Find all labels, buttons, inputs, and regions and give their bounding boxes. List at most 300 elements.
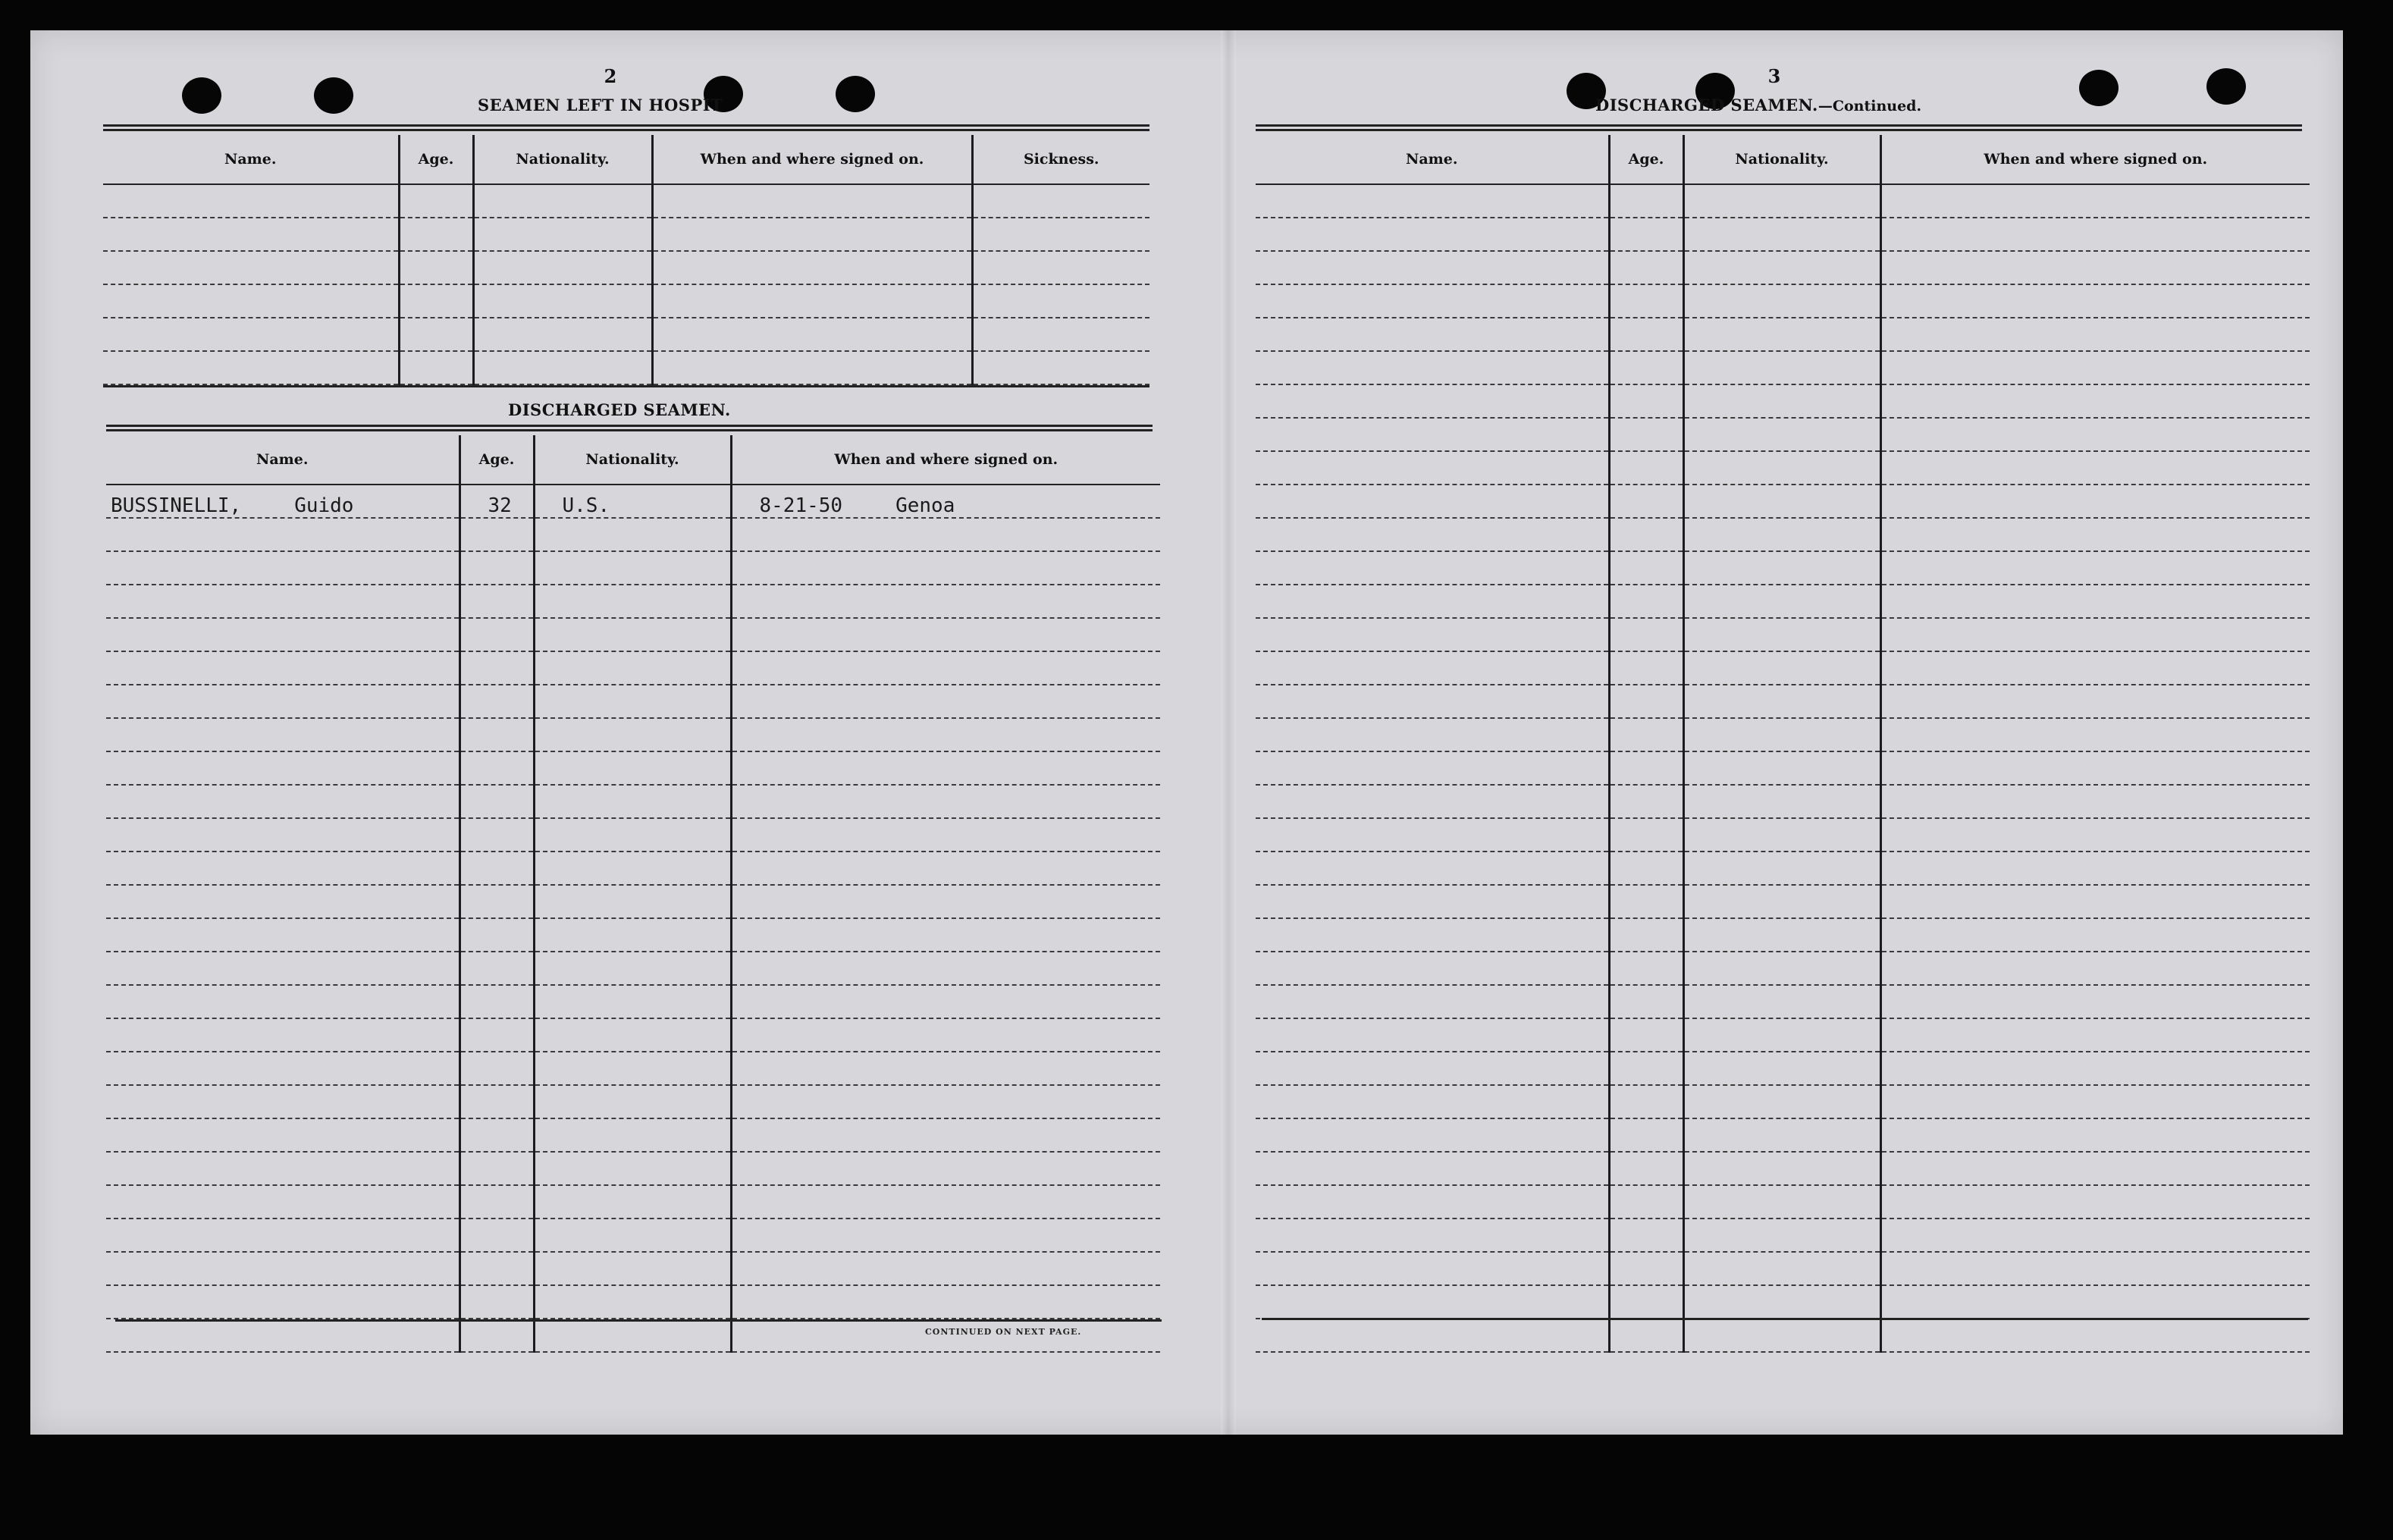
table-cell: [1880, 218, 2310, 251]
table-row: [106, 1185, 1160, 1219]
hospital-header-0: Name.: [103, 135, 399, 184]
table-cell: [106, 1152, 459, 1185]
table-cell: [1683, 918, 1880, 952]
table-cell: [1256, 952, 1609, 985]
table-row: [106, 685, 1160, 718]
table-cell: [459, 918, 534, 952]
table-cell: [972, 218, 1149, 251]
table-cell: [534, 685, 731, 718]
table-row: [1256, 751, 2310, 785]
right-section-title: [1595, 96, 1921, 114]
table-cell: [1683, 718, 1880, 751]
signed-on-date: 8-21-50: [759, 494, 843, 517]
table-cell: [1609, 618, 1683, 651]
table-cell: [106, 818, 459, 852]
hospital-table: [103, 135, 1149, 385]
table-cell: [1256, 1285, 1609, 1319]
table-cell: [1683, 1185, 1880, 1219]
table-cell: [1256, 1052, 1609, 1085]
table-cell: [1256, 1085, 1609, 1118]
table-cell: [731, 1118, 1160, 1152]
table-cell: [1683, 651, 1880, 685]
table-row: [106, 751, 1160, 785]
table-row: [1256, 318, 2310, 351]
table-cell: [1609, 1085, 1683, 1118]
table-cell: [1683, 418, 1880, 451]
table-cell: [459, 585, 534, 618]
table-cell: [1683, 1018, 1880, 1052]
table-row: [106, 885, 1160, 918]
table-cell: [399, 251, 473, 284]
table-row: [106, 1219, 1160, 1252]
table-cell: [459, 1118, 534, 1152]
table-row: [106, 585, 1160, 618]
table-row: [1256, 852, 2310, 885]
table-cell: [1609, 885, 1683, 918]
table-cell: [459, 785, 534, 818]
table-cell: [1683, 985, 1880, 1018]
table-row: [106, 551, 1160, 585]
table-cell: [731, 651, 1160, 685]
table-row: [1256, 952, 2310, 985]
table-row: [106, 1152, 1160, 1185]
table-cell: [1609, 952, 1683, 985]
table-cell: [1683, 852, 1880, 885]
table-cell: [1609, 284, 1683, 318]
table-cell: [1609, 585, 1683, 618]
seaman-age: 32: [488, 494, 512, 517]
continued-header-1: Age.: [1609, 135, 1683, 184]
table-cell: [1256, 585, 1609, 618]
table-cell: [1683, 1285, 1880, 1319]
table-cell: [473, 218, 652, 251]
hospital-header-1: Age.: [399, 135, 473, 184]
table-cell: [652, 218, 972, 251]
table-cell: [534, 1018, 731, 1052]
table-cell: [106, 485, 459, 518]
table-cell: [1880, 818, 2310, 852]
table-cell: [1880, 1185, 2310, 1219]
table-row: [106, 1085, 1160, 1118]
continued-header-0: Name.: [1256, 135, 1609, 184]
table-cell: [1683, 685, 1880, 718]
seaman-given-name: Guido: [294, 494, 354, 517]
table-row: [1256, 918, 2310, 952]
table-cell: [1609, 251, 1683, 284]
table-cell: [1256, 518, 1609, 551]
table-cell: [534, 885, 731, 918]
table-cell: [1256, 1219, 1609, 1252]
table-cell: [399, 218, 473, 251]
table-cell: [534, 651, 731, 685]
table-cell: [731, 1185, 1160, 1219]
table-cell: [1880, 1018, 2310, 1052]
table-cell: [1256, 618, 1609, 651]
table-row: [1256, 618, 2310, 651]
table-cell: [1256, 251, 1609, 284]
table-cell: [1609, 751, 1683, 785]
table-cell: [1609, 1052, 1683, 1085]
table-cell: [1880, 651, 2310, 685]
table-cell: [106, 1085, 459, 1118]
hospital-header-2: Nationality.: [473, 135, 652, 184]
table-cell: [1880, 1152, 2310, 1185]
table-cell: [1880, 918, 2310, 952]
table-cell: [1256, 1319, 1609, 1352]
table-cell: [652, 318, 972, 351]
table-row: [1256, 1085, 2310, 1118]
table-cell: [731, 1285, 1160, 1319]
table-row: [106, 985, 1160, 1018]
table-row: [1256, 585, 2310, 618]
table-row: [103, 351, 1149, 384]
table-cell: [731, 918, 1160, 952]
table-cell: [399, 184, 473, 218]
table-cell: [534, 1052, 731, 1085]
table-cell: [1683, 1152, 1880, 1185]
table-cell: [459, 818, 534, 852]
table-cell: [1683, 518, 1880, 551]
table-cell: [1880, 785, 2310, 818]
table-row: [1256, 885, 2310, 918]
table-cell: [1880, 1285, 2310, 1319]
table-cell: [652, 351, 972, 384]
table-cell: [534, 585, 731, 618]
table-cell: [731, 618, 1160, 651]
table-row: [106, 485, 1160, 518]
table-cell: [473, 318, 652, 351]
table-row: [1256, 451, 2310, 485]
table-cell: [534, 1152, 731, 1185]
table-cell: [1609, 451, 1683, 485]
table-cell: [103, 251, 399, 284]
table-cell: [1683, 1252, 1880, 1285]
table-row: [103, 251, 1149, 284]
table-cell: [1880, 551, 2310, 585]
table-cell: [1609, 1118, 1683, 1152]
table-row: [1256, 1252, 2310, 1285]
table-cell: [731, 751, 1160, 785]
table-row: [1256, 985, 2310, 1018]
table-cell: [106, 1052, 459, 1085]
table-cell: [106, 1118, 459, 1152]
table-cell: [1880, 284, 2310, 318]
table-cell: [473, 284, 652, 318]
document-scan: [30, 30, 2343, 1435]
table-cell: [1880, 451, 2310, 485]
table-cell: [1683, 1085, 1880, 1118]
table-cell: [106, 1285, 459, 1319]
table-cell: [731, 818, 1160, 852]
table-cell: [459, 1285, 534, 1319]
table-cell: [652, 284, 972, 318]
table-row: [103, 318, 1149, 351]
table-cell: [1609, 218, 1683, 251]
table-row: [1256, 485, 2310, 518]
table-cell: [106, 852, 459, 885]
table-cell: [731, 551, 1160, 585]
table-row: [1256, 384, 2310, 418]
table-cell: [1256, 718, 1609, 751]
table-cell: [1609, 1252, 1683, 1285]
table-cell: [1880, 1118, 2310, 1152]
table-cell: [103, 318, 399, 351]
table-cell: [459, 852, 534, 885]
table-cell: [731, 1152, 1160, 1185]
table-cell: [1683, 585, 1880, 618]
table-cell: [534, 1118, 731, 1152]
table-row: [106, 1252, 1160, 1285]
table-cell: [1683, 618, 1880, 651]
table-cell: [1256, 1185, 1609, 1219]
page-number: 3: [1767, 65, 1781, 87]
table-cell: [1880, 1219, 2310, 1252]
section-rule: [103, 385, 1149, 387]
table-cell: [106, 718, 459, 751]
table-row: [1256, 351, 2310, 384]
table-cell: [106, 651, 459, 685]
table-cell: [1256, 818, 1609, 852]
table-cell: [1683, 485, 1880, 518]
bottom-rule: [115, 1319, 1162, 1322]
table-cell: [1683, 751, 1880, 785]
table-cell: [1609, 318, 1683, 351]
table-cell: [106, 751, 459, 785]
table-cell: [1683, 551, 1880, 585]
table-cell: [731, 952, 1160, 985]
table-cell: [1880, 985, 2310, 1018]
table-row: [106, 952, 1160, 985]
table-cell: [106, 1185, 459, 1219]
table-cell: [1609, 852, 1683, 885]
table-cell: [1880, 885, 2310, 918]
table-cell: [459, 1219, 534, 1252]
discharged-continued-table: [1256, 135, 2310, 1353]
table-cell: [459, 885, 534, 918]
table-cell: [459, 751, 534, 785]
table-cell: [534, 952, 731, 985]
table-cell: [534, 618, 731, 651]
table-cell: [1880, 1319, 2310, 1352]
table-cell: [1880, 1252, 2310, 1285]
table-cell: [1880, 1085, 2310, 1118]
table-cell: [1880, 685, 2310, 718]
table-cell: [1609, 1018, 1683, 1052]
table-cell: [459, 718, 534, 751]
table-row: [1256, 1118, 2310, 1152]
table-cell: [1609, 651, 1683, 685]
table-row: [1256, 418, 2310, 451]
table-cell: [1256, 218, 1609, 251]
table-cell: [534, 551, 731, 585]
discharged-table: [106, 435, 1160, 1353]
table-cell: [459, 1152, 534, 1185]
table-cell: [1880, 952, 2310, 985]
table-cell: [106, 1018, 459, 1052]
table-row: [1256, 1052, 2310, 1085]
table-cell: [103, 351, 399, 384]
table-cell: [1683, 1319, 1880, 1352]
discharged-header-3: When and where signed on.: [731, 435, 1160, 485]
table-cell: [1880, 184, 2310, 218]
table-cell: [1609, 351, 1683, 384]
table-row: [1256, 818, 2310, 852]
table-row: [103, 184, 1149, 218]
header-rule: [1256, 124, 2302, 131]
seaman-surname: BUSSINELLI,: [111, 494, 242, 517]
table-cell: [1683, 251, 1880, 284]
discharged-header-2: Nationality.: [534, 435, 731, 485]
table-cell: [473, 351, 652, 384]
table-cell: [1609, 918, 1683, 952]
table-cell: [1609, 1219, 1683, 1252]
table-row: [106, 651, 1160, 685]
table-row: [106, 818, 1160, 852]
table-cell: [534, 1085, 731, 1118]
table-row: [1256, 1152, 2310, 1185]
table-cell: [1880, 852, 2310, 885]
table-cell: [1683, 952, 1880, 985]
table-cell: [1609, 718, 1683, 751]
table-cell: [473, 184, 652, 218]
hospital-header-4: Sickness.: [972, 135, 1149, 184]
table-cell: [459, 1052, 534, 1085]
table-cell: [459, 551, 534, 585]
table-cell: [731, 1085, 1160, 1118]
table-cell: [106, 551, 459, 585]
table-cell: [1683, 785, 1880, 818]
table-cell: [399, 351, 473, 384]
table-cell: [1256, 1252, 1609, 1285]
table-cell: [731, 518, 1160, 551]
table-cell: [1683, 318, 1880, 351]
table-cell: [1256, 785, 1609, 818]
table-cell: [1256, 885, 1609, 918]
table-cell: [459, 1252, 534, 1285]
table-cell: [103, 284, 399, 318]
table-cell: [1609, 384, 1683, 418]
table-cell: [1880, 351, 2310, 384]
table-cell: [459, 1319, 534, 1352]
table-cell: [1256, 685, 1609, 718]
table-cell: [972, 351, 1149, 384]
table-row: [1256, 1185, 2310, 1219]
table-cell: [534, 485, 731, 518]
table-cell: [1256, 1152, 1609, 1185]
table-cell: [731, 685, 1160, 718]
table-cell: [459, 1185, 534, 1219]
table-cell: [652, 184, 972, 218]
table-cell: [459, 985, 534, 1018]
left-page: [30, 30, 1198, 1435]
table-cell: [1609, 418, 1683, 451]
table-cell: [731, 852, 1160, 885]
table-cell: [1609, 551, 1683, 585]
table-cell: [1256, 284, 1609, 318]
table-row: [1256, 1285, 2310, 1319]
table-cell: [459, 685, 534, 718]
table-cell: [534, 1185, 731, 1219]
table-cell: [534, 918, 731, 952]
table-cell: [1609, 685, 1683, 718]
table-cell: [1256, 351, 1609, 384]
table-row: [106, 718, 1160, 751]
table-cell: [1683, 384, 1880, 418]
table-cell: [1880, 751, 2310, 785]
table-cell: [1880, 418, 2310, 451]
table-cell: [972, 318, 1149, 351]
table-cell: [1880, 485, 2310, 518]
table-cell: [1683, 451, 1880, 485]
table-cell: [1256, 1118, 1609, 1152]
table-cell: [1683, 1219, 1880, 1252]
table-row: [1256, 1319, 2310, 1352]
table-cell: [1880, 585, 2310, 618]
signed-on-port: Genoa: [895, 494, 955, 517]
table-cell: [731, 1252, 1160, 1285]
table-row: [106, 852, 1160, 885]
table-row: [1256, 785, 2310, 818]
table-cell: [106, 1319, 459, 1352]
table-cell: [972, 184, 1149, 218]
table-row: [106, 918, 1160, 952]
table-row: [106, 785, 1160, 818]
table-cell: [1880, 318, 2310, 351]
table-row: [1256, 551, 2310, 585]
table-cell: [1256, 985, 1609, 1018]
table-cell: [534, 852, 731, 885]
table-cell: [534, 818, 731, 852]
table-row: [1256, 1219, 2310, 1252]
table-cell: [459, 1085, 534, 1118]
table-cell: [1609, 818, 1683, 852]
table-cell: [731, 485, 1160, 518]
table-cell: [1609, 1285, 1683, 1319]
table-cell: [1256, 418, 1609, 451]
table-cell: [106, 585, 459, 618]
table-cell: [652, 251, 972, 284]
table-cell: [1880, 518, 2310, 551]
table-cell: [106, 952, 459, 985]
table-cell: [1683, 184, 1880, 218]
table-cell: [103, 218, 399, 251]
table-row: [106, 1052, 1160, 1085]
table-cell: [106, 1252, 459, 1285]
table-row: [103, 284, 1149, 318]
table-cell: [1880, 251, 2310, 284]
continued-header-2: Nationality.: [1683, 135, 1880, 184]
table-row: [1256, 651, 2310, 685]
table-cell: [731, 1052, 1160, 1085]
table-cell: [731, 785, 1160, 818]
header-rule: [106, 425, 1153, 431]
table-cell: [534, 1219, 731, 1252]
table-cell: [972, 284, 1149, 318]
discharged-header-0: Name.: [106, 435, 459, 485]
table-cell: [473, 251, 652, 284]
table-cell: [1683, 351, 1880, 384]
table-cell: [534, 751, 731, 785]
table-cell: [106, 518, 459, 551]
table-cell: [731, 985, 1160, 1018]
table-cell: [106, 885, 459, 918]
table-cell: [1256, 651, 1609, 685]
table-cell: [1609, 1185, 1683, 1219]
table-row: [1256, 218, 2310, 251]
table-row: [1256, 685, 2310, 718]
table-cell: [1256, 751, 1609, 785]
table-cell: [1683, 218, 1880, 251]
